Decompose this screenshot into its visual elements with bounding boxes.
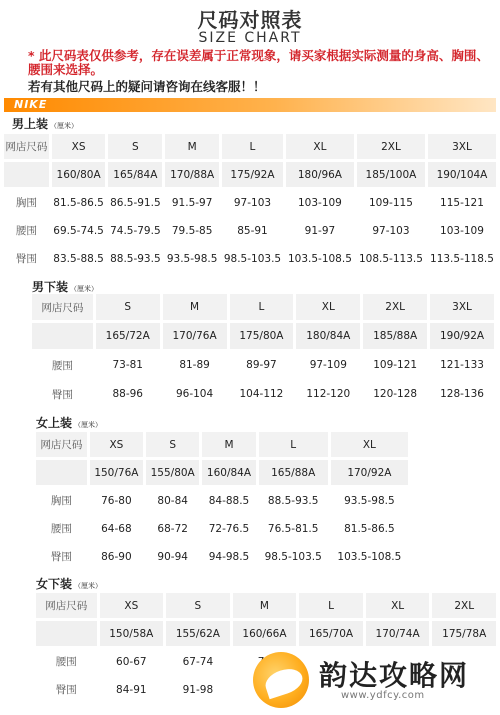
table-cell: 113.5-118.5	[428, 246, 496, 271]
watermark-url: www.ydfcy.com	[341, 690, 425, 701]
table-cell: 76.5-81.5	[259, 516, 328, 541]
table-cell: 67-74	[166, 649, 230, 674]
section-title-text: 女下装	[36, 577, 73, 591]
size-code: XL	[296, 294, 360, 320]
row-label	[32, 323, 93, 349]
table-cell: 160/84A	[202, 460, 255, 485]
row-label	[36, 621, 97, 646]
table-cell: 128-136	[430, 381, 494, 407]
size-code: M	[202, 432, 255, 457]
size-code: L	[222, 134, 283, 159]
size-code: L	[230, 294, 294, 320]
table-cell: 115-121	[428, 190, 496, 215]
table-cell: 185/100A	[357, 162, 425, 187]
table-cell: 175/78A	[432, 621, 496, 646]
section-unit: （厘米）	[74, 582, 103, 590]
size-code: S	[96, 294, 160, 320]
row-label: 臀围	[4, 246, 49, 271]
size-code: 3XL	[430, 294, 494, 320]
header-label: 网店尺码	[32, 294, 93, 320]
size-code: 2XL	[363, 294, 427, 320]
table-cell: 79.5-85	[165, 218, 219, 243]
watermark-logo	[245, 648, 495, 710]
notice-red: * 此尺码表仅供参考，存在误差属于正常现象，请买家根据实际测量的身高、胸围、腰围来选择。	[28, 48, 489, 77]
table-cell: 155/62A	[166, 621, 230, 646]
table-cell: 86.5-91.5	[108, 190, 162, 215]
size-code: 2XL	[357, 134, 425, 159]
table-row	[4, 162, 496, 187]
table-row	[36, 488, 408, 513]
size-table-men-bottom	[29, 291, 497, 410]
page-title: 尺码对照表	[197, 8, 303, 32]
table-cell: 89-97	[230, 352, 294, 378]
header-label: 网店尺码	[36, 432, 87, 457]
size-code: 3XL	[428, 134, 496, 159]
table-cell: 185/88A	[363, 323, 427, 349]
table-cell: 160/66A	[233, 621, 297, 646]
table-cell: 160/80A	[52, 162, 106, 187]
watermark-name: 韵达攻略网	[319, 659, 470, 692]
row-label: 胸围	[36, 488, 87, 513]
table-cell: 86-90	[90, 544, 143, 569]
size-code: M	[165, 134, 219, 159]
table-row	[4, 190, 496, 215]
row-label: 腰围	[32, 352, 93, 378]
table-cell: 103-109	[428, 218, 496, 243]
row-label: 腰围	[4, 218, 49, 243]
row-label: 腰围	[36, 649, 97, 674]
row-label: 腰围	[36, 516, 87, 541]
table-cell: 64-68	[90, 516, 143, 541]
table-cell: 68-72	[146, 516, 199, 541]
table-cell: 190/104A	[428, 162, 496, 187]
row-label	[4, 162, 49, 187]
table-cell: 121-133	[430, 352, 494, 378]
table-cell: 103-109	[286, 190, 354, 215]
table-cell: 88.5-93.5	[259, 488, 328, 513]
table-cell: 170/74A	[366, 621, 430, 646]
table-cell: 180/84A	[296, 323, 360, 349]
table-row	[32, 352, 494, 378]
table-cell: 170/92A	[331, 460, 408, 485]
table-row	[32, 381, 494, 407]
header-label: 网店尺码	[4, 134, 49, 159]
size-code: L	[259, 432, 328, 457]
table-cell: 120-128	[363, 381, 427, 407]
section-title-text: 女上装	[36, 416, 73, 430]
size-table-men-top	[1, 131, 499, 274]
table-header-row	[4, 134, 496, 159]
size-code: XS	[100, 593, 164, 618]
notice-black: 若有其他尺码上的疑问请咨询在线客服！！	[28, 79, 266, 94]
table-cell: 150/58A	[100, 621, 164, 646]
table-cell: 81.5-86.5	[52, 190, 106, 215]
table-cell: 190/92A	[430, 323, 494, 349]
size-code: L	[299, 593, 363, 618]
table-cell: 83.5-88.5	[52, 246, 106, 271]
table-cell: 69.5-74.5	[52, 218, 106, 243]
header-label: 网店尺码	[36, 593, 97, 618]
table-cell: 97-109	[296, 352, 360, 378]
row-label: 胸围	[4, 190, 49, 215]
table-cell: 104-112	[230, 381, 294, 407]
table-cell: 85-91	[222, 218, 283, 243]
size-table-women-top	[33, 429, 411, 572]
table-cell: 96-104	[163, 381, 227, 407]
table-cell: 155/80A	[146, 460, 199, 485]
table-cell: 98.5-103.5	[222, 246, 283, 271]
table-cell: 84-91	[100, 677, 164, 702]
table-cell: 93.5-98.5	[165, 246, 219, 271]
table-row	[36, 460, 408, 485]
size-code: S	[108, 134, 162, 159]
table-cell: 103.5-108.5	[286, 246, 354, 271]
table-cell: 91.5-97	[165, 190, 219, 215]
size-code: S	[146, 432, 199, 457]
section-unit: （厘米）	[74, 421, 103, 429]
size-code: XS	[90, 432, 143, 457]
row-label: 臀围	[36, 677, 97, 702]
size-code: XL	[331, 432, 408, 457]
table-cell: 97-103	[222, 190, 283, 215]
size-code: S	[166, 593, 230, 618]
table-cell: 73-81	[96, 352, 160, 378]
row-label: 臀围	[36, 544, 87, 569]
table-cell: 103.5-108.5	[331, 544, 408, 569]
table-row	[36, 516, 408, 541]
table-cell: 108.5-113.5	[357, 246, 425, 271]
table-cell: 76-80	[90, 488, 143, 513]
table-cell: 88-96	[96, 381, 160, 407]
table-row	[32, 323, 494, 349]
table-cell: 74.5-79.5	[108, 218, 162, 243]
page-subtitle: SIZE CHART	[198, 30, 302, 46]
table-cell: 150/76A	[90, 460, 143, 485]
size-code: XL	[366, 593, 430, 618]
row-label: 臀围	[32, 381, 93, 407]
table-cell: 97-103	[357, 218, 425, 243]
section-title-text: 男下装	[32, 280, 69, 294]
table-cell: 170/76A	[163, 323, 227, 349]
table-cell: 60-67	[100, 649, 164, 674]
table-cell: 112-120	[296, 381, 360, 407]
size-code: M	[233, 593, 297, 618]
table-cell: 72-76.5	[202, 516, 255, 541]
table-cell: 93.5-98.5	[331, 488, 408, 513]
table-cell: 94-98.5	[202, 544, 255, 569]
table-header-row	[36, 432, 408, 457]
section-unit: （厘米）	[50, 122, 79, 130]
size-code: XS	[52, 134, 106, 159]
brand-label: NIKE	[14, 98, 48, 111]
table-cell: 175/80A	[230, 323, 294, 349]
table-cell: 88.5-93.5	[108, 246, 162, 271]
table-row	[36, 621, 496, 646]
table-cell: 165/70A	[299, 621, 363, 646]
table-cell: 98.5-103.5	[259, 544, 328, 569]
table-cell: 91-98	[166, 677, 230, 702]
table-cell: 180/96A	[286, 162, 354, 187]
table-cell: 81.5-86.5	[331, 516, 408, 541]
table-cell: 165/84A	[108, 162, 162, 187]
section-title-men-top	[12, 115, 78, 132]
size-code: XL	[286, 134, 354, 159]
table-cell: 80-84	[146, 488, 199, 513]
table-cell: 165/88A	[259, 460, 328, 485]
size-code: M	[163, 294, 227, 320]
table-row	[36, 544, 408, 569]
table-cell: 170/88A	[165, 162, 219, 187]
table-cell: 109-121	[363, 352, 427, 378]
row-label	[36, 460, 87, 485]
table-header-row	[36, 593, 496, 618]
table-row	[4, 246, 496, 271]
section-unit: （厘米）	[70, 285, 99, 293]
table-row	[4, 218, 496, 243]
table-cell: 165/72A	[96, 323, 160, 349]
table-cell: 175/92A	[222, 162, 283, 187]
section-title-text: 男上装	[12, 117, 49, 131]
table-cell: 84-88.5	[202, 488, 255, 513]
table-cell: 91-97	[286, 218, 354, 243]
table-cell: 109-115	[357, 190, 425, 215]
table-cell: 81-89	[163, 352, 227, 378]
table-cell: 90-94	[146, 544, 199, 569]
table-header-row	[32, 294, 494, 320]
brand-bar	[4, 98, 496, 112]
size-code: 2XL	[432, 593, 496, 618]
